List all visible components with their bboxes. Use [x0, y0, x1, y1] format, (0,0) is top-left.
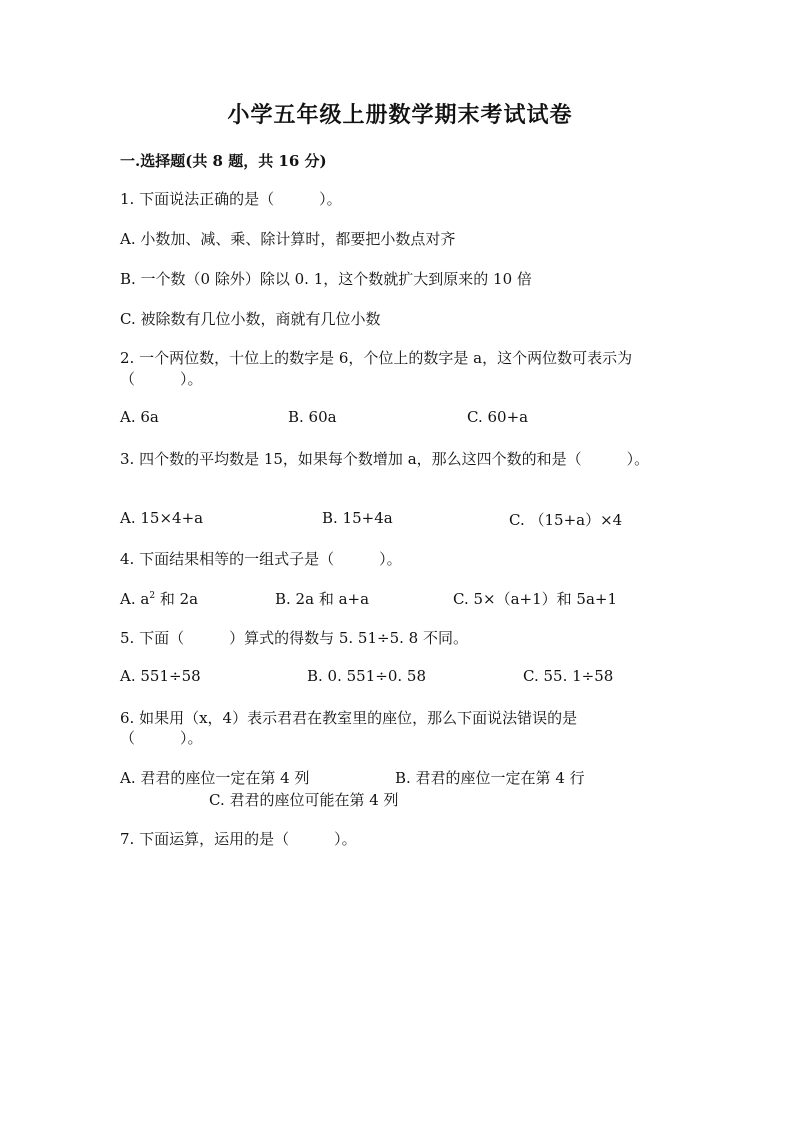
question-2-stem-line2: （ ）。 [120, 370, 203, 388]
question-1-option-a: A. 小数加、减、乘、除计算时，都要把小数点对齐 [120, 230, 456, 248]
question-3-stem: 3. 四个数的平均数是 15，如果每个数增加 a，那么这四个数的和是（ ）。 [120, 450, 650, 468]
question-3-option-a: A. 15×4+a [120, 509, 204, 527]
question-6-option-c: C. 君君的座位可能在第 4 列 [209, 791, 399, 809]
question-6-option-a: A. 君君的座位一定在第 4 列 [120, 769, 310, 787]
question-3-option-c: C. （15+a）×4 [509, 511, 623, 529]
question-2-option-c: C. 60+a [467, 408, 529, 426]
question-5-stem: 5. 下面（ ）算式的得数与 5. 51÷5. 8 不同。 [120, 629, 468, 647]
question-5-option-a: A. 551÷58 [120, 667, 201, 685]
question-5-option-b: B. 0. 551÷0. 58 [307, 667, 427, 685]
page-title: 小学五年级上册数学期末考试试卷 [227, 102, 573, 128]
question-4-option-b: B. 2a 和 a+a [275, 590, 370, 608]
question-1-option-c: C. 被除数有几位小数，商就有几位小数 [120, 310, 381, 328]
question-4-option-a: A. $a^2$ 和 2a [120, 590, 199, 608]
question-4-stem: 4. 下面结果相等的一组式子是（ ）。 [120, 550, 402, 568]
question-6-option-b: B. 君君的座位一定在第 4 行 [395, 769, 585, 787]
question-2-option-a: A. 6a [120, 408, 159, 426]
question-7-stem: 7. 下面运算，运用的是（ ）。 [120, 830, 357, 848]
question-1-stem: 1. 下面说法正确的是（ ）。 [120, 190, 342, 208]
question-4-option-c: C. 5×（a+1）和 5a+1 [453, 590, 618, 608]
question-2-option-b: B. 60a [288, 408, 337, 426]
question-2-stem-line1: 2. 一个两位数，十位上的数字是 6，个位上的数字是 a，这个两位数可表示为 [120, 349, 633, 367]
question-1-option-b: B. 一个数（0 除外）除以 0. 1，这个数就扩大到原来的 10 倍 [120, 270, 532, 288]
section-heading: 一.选择题(共 8 题，共 16 分) [120, 152, 327, 170]
question-5-option-c: C. 55. 1÷58 [523, 667, 614, 685]
question-6-stem-line1: 6. 如果用（x，4）表示君君在教室里的座位，那么下面说法错误的是 [120, 709, 578, 727]
question-6-stem-line2: （ ）。 [120, 729, 203, 747]
question-3-option-b: B. 15+4a [322, 509, 393, 527]
